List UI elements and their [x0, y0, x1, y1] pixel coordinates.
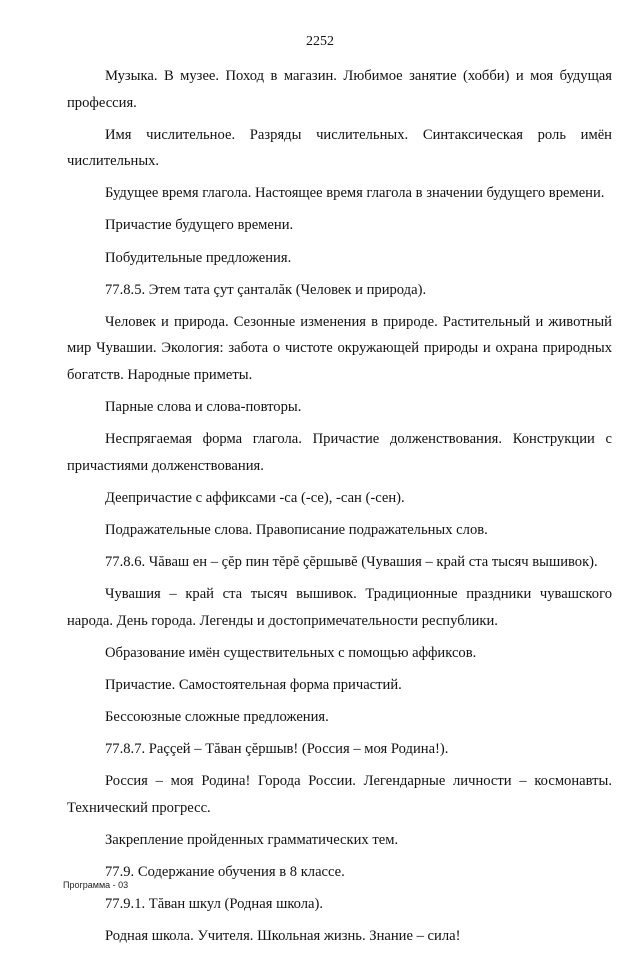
page-footer: Программа - 03 — [63, 880, 129, 890]
paragraph: Побудительные предложения. — [105, 249, 292, 266]
section-heading: 77.8.7. Раççей – Тăван çĕршыв! (Россия – моя Родина!). — [105, 741, 449, 758]
section-heading: 77.9. Содержание обучения в 8 классе. — [105, 863, 345, 880]
paragraph: Человек и природа. Сезонные изменения в природе. Растительный и животный мир Чувашии. Экология: забота о чистоте окружающей природы и охрана природных богатств. Народные приметы. — [67, 313, 612, 383]
paragraph: Музыка. В музее. Поход в магазин. Любимое занятие (хобби) и моя будущая профессия. — [67, 68, 612, 111]
paragraph: Причастие. Самостоятельная форма причастий. — [105, 676, 402, 693]
paragraph: Чувашия – край ста тысяч вышивок. Традиционные праздники чувашского народа. День города. Легенды и достопримечательности республики. — [67, 586, 612, 629]
paragraph: Парные слова и слова-повторы. — [105, 399, 302, 416]
paragraph: Деепричастие с аффиксами -са (-се), -сан (-сен). — [105, 489, 405, 506]
document-body — [67, 63, 612, 955]
paragraph: Закрепление пройденных грамматических тем. — [105, 831, 399, 848]
section-heading: 77.8.5. Этем тата çут çанталăк (Человек и природа). — [105, 281, 427, 298]
section-heading: 77.9.1. Тăван шкул (Родная школа). — [105, 896, 324, 913]
paragraph: Имя числительное. Разряды числительных. Синтаксическая роль имён числительных. — [67, 126, 612, 170]
section-heading: 77.8.6. Чăваш ен – çĕр пин тĕрĕ çĕршывĕ (Чувашия – край ста тысяч вышивок). — [105, 554, 598, 570]
paragraph: Родная школа. Учителя. Школьная жизнь. Знание – сила! — [105, 928, 461, 945]
paragraph: Образование имён существительных с помощью аффиксов. — [105, 644, 477, 661]
paragraph: Причастие будущего времени. — [105, 217, 294, 234]
paragraph: Бессоюзные сложные предложения. — [105, 708, 329, 725]
page-number: 2252 — [306, 34, 334, 49]
paragraph: Подражательные слова. Правописание подражательных слов. — [105, 521, 488, 538]
paragraph: Будущее время глагола. Настоящее время глагола в значении будущего времени. — [105, 185, 605, 202]
paragraph: Неспрягаемая форма глагола. Причастие долженствования. Конструкции с причастиями долженствования. — [67, 431, 612, 474]
paragraph: Россия – моя Родина! Города России. Легендарные личности – космонавты. Технический прогресс. — [67, 773, 612, 816]
